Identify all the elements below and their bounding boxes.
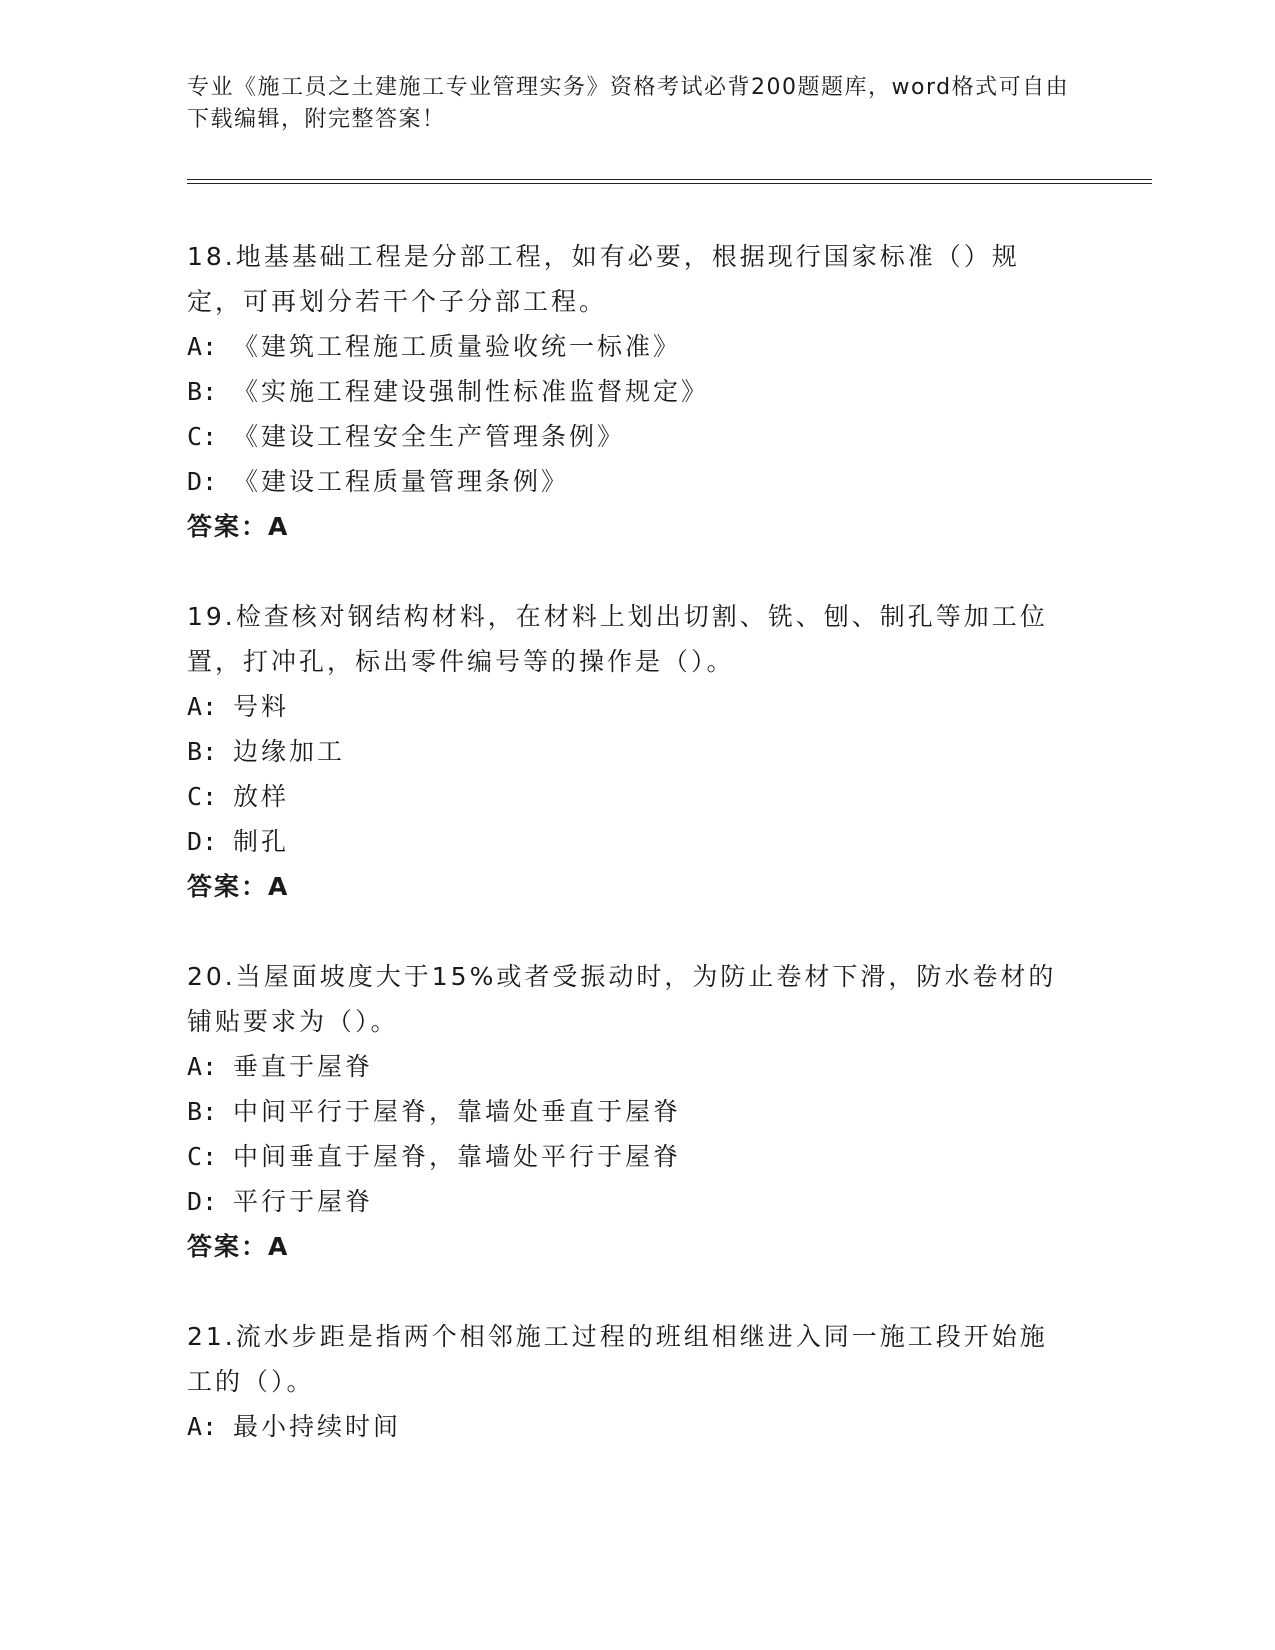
- question-stem: 21.流水步距是指两个相邻施工过程的班组相继进入同一施工段开始施工的（）。: [187, 1322, 1048, 1396]
- question-21: [187, 1314, 1067, 1449]
- option-text: 《建设工程质量管理条例》: [233, 467, 570, 496]
- option-d: [187, 1179, 1067, 1224]
- option-letter: C:: [187, 422, 218, 451]
- header-divider-bottom: [187, 183, 1152, 184]
- option-letter: A:: [187, 332, 218, 361]
- option-letter: D:: [187, 467, 218, 496]
- option-b: [187, 729, 1067, 774]
- option-letter: D:: [187, 827, 218, 856]
- answer-line: 答案：A: [187, 512, 290, 541]
- document-header: [187, 72, 1087, 136]
- option-text: 号料: [233, 692, 290, 721]
- option-text: 边缘加工: [233, 737, 346, 766]
- question-stem: 20.当屋面坡度大于15%或者受振动时，为防止卷材下滑，防水卷材的铺贴要求为（）。: [187, 962, 1057, 1036]
- option-d: [187, 459, 1067, 504]
- option-text: 中间平行于屋脊，靠墙处垂直于屋脊: [233, 1097, 682, 1126]
- question-20: [187, 954, 1067, 1269]
- option-a: [187, 684, 1067, 729]
- option-c: [187, 1134, 1067, 1179]
- option-letter: B:: [187, 377, 218, 406]
- header-title: 专业《施工员之土建施工专业管理实务》资格考试必背200题题库，word格式可自由下载编辑，附完整答案！: [187, 75, 1070, 132]
- question-19: [187, 594, 1067, 909]
- option-letter: C:: [187, 1142, 218, 1171]
- option-c: [187, 414, 1067, 459]
- option-text: 平行于屋脊: [233, 1187, 374, 1216]
- question-stem: 19.检查核对钢结构材料，在材料上划出切割、铣、刨、制孔等加工位置，打冲孔，标出零件编号等的操作是（）。: [187, 602, 1048, 676]
- option-letter: B:: [187, 1097, 218, 1126]
- header-divider-top: [187, 179, 1152, 180]
- option-text: 垂直于屋脊: [233, 1052, 374, 1081]
- option-text: 《建筑工程施工质量验收统一标准》: [233, 332, 682, 361]
- question-stem: 18.地基基础工程是分部工程，如有必要，根据现行国家标准（）规定，可再划分若干个子分部工程。: [187, 242, 1020, 316]
- option-letter: C:: [187, 782, 218, 811]
- option-a: [187, 1404, 1067, 1449]
- option-a: [187, 1044, 1067, 1089]
- option-b: [187, 1089, 1067, 1134]
- option-a: [187, 324, 1067, 369]
- option-b: [187, 369, 1067, 414]
- option-c: [187, 774, 1067, 819]
- option-text: 中间垂直于屋脊，靠墙处平行于屋脊: [233, 1142, 682, 1171]
- option-text: 制孔: [233, 827, 290, 856]
- option-text: 《实施工程建设强制性标准监督规定》: [233, 377, 710, 406]
- option-d: [187, 819, 1067, 864]
- option-letter: A:: [187, 692, 218, 721]
- option-text: 《建设工程安全生产管理条例》: [233, 422, 626, 451]
- answer-line: 答案：A: [187, 872, 290, 901]
- option-letter: B:: [187, 737, 218, 766]
- answer-line: 答案：A: [187, 1232, 290, 1261]
- option-text: 放样: [233, 782, 290, 811]
- question-18: [187, 234, 1067, 549]
- option-letter: D:: [187, 1187, 218, 1216]
- option-letter: A:: [187, 1412, 218, 1441]
- question-list: [187, 234, 1067, 1494]
- option-text: 最小持续时间: [233, 1412, 402, 1441]
- option-letter: A:: [187, 1052, 218, 1081]
